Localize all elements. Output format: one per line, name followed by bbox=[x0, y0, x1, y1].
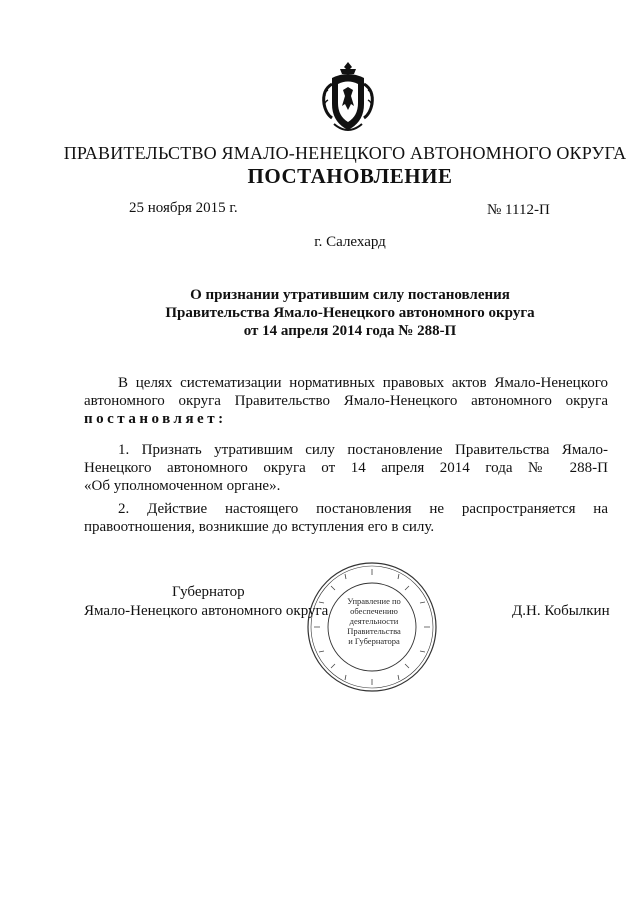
document-city: г. Салехард bbox=[314, 234, 386, 250]
item-2-line-1: 2. Действие настоящего постановления не распространяется на bbox=[118, 501, 608, 517]
document-number: № 1112-П bbox=[487, 202, 550, 218]
signer-organization: Ямало-Ненецкого автономного округа bbox=[84, 603, 329, 619]
item-2-line-2: правоотношения, возникшие до вступления его в силу. bbox=[84, 519, 435, 535]
document-date: 25 ноября 2015 г. bbox=[129, 200, 238, 216]
seal-line-3: деятельности bbox=[349, 616, 399, 626]
item-2-paragraph bbox=[84, 500, 608, 536]
seal-inscription bbox=[336, 596, 412, 646]
item-1-line-1: 1. Признать утратившим силу постановление Правительства Ямало- bbox=[118, 442, 608, 458]
decree-word: постановляет: bbox=[84, 411, 227, 427]
coat-of-arms-emblem bbox=[318, 60, 378, 138]
item-1-line-2: Ненецкого автономного округа от 14 апреля 2014 года № 288-П bbox=[84, 460, 608, 476]
signer-name: Д.Н. Кобылкин bbox=[512, 603, 610, 619]
subject-line-2: Правительства Ямало-Ненецкого автономного округа bbox=[165, 305, 535, 321]
subject-line-1: О признании утратившим силу постановления bbox=[190, 287, 510, 303]
intro-line-1: В целях систематизации нормативных правовых актов Ямало-Ненецкого bbox=[118, 375, 608, 391]
item-1-paragraph bbox=[84, 441, 608, 495]
intro-line-2: автономного округа Правительство Ямало-Ненецкого автономного округа bbox=[84, 393, 608, 409]
seal-line-1: Управление по bbox=[347, 596, 401, 606]
government-title: ПРАВИТЕЛЬСТВО ЯМАЛО-НЕНЕЦКОГО АВТОНОМНОГО ОКРУГА bbox=[63, 143, 627, 163]
seal-line-5: и Губернатора bbox=[348, 636, 400, 646]
seal-line-2: обеспечению bbox=[350, 606, 398, 616]
document-subject bbox=[60, 286, 640, 340]
document-type: ПОСТАНОВЛЕНИЕ bbox=[247, 164, 453, 188]
signer-role: Губернатор bbox=[172, 584, 245, 600]
seal-line-4: Правительства bbox=[347, 626, 401, 636]
subject-line-3: от 14 апреля 2014 года № 288-П bbox=[243, 323, 457, 339]
item-1-line-3: «Об уполномоченном органе». bbox=[84, 478, 281, 494]
intro-paragraph bbox=[84, 374, 608, 428]
